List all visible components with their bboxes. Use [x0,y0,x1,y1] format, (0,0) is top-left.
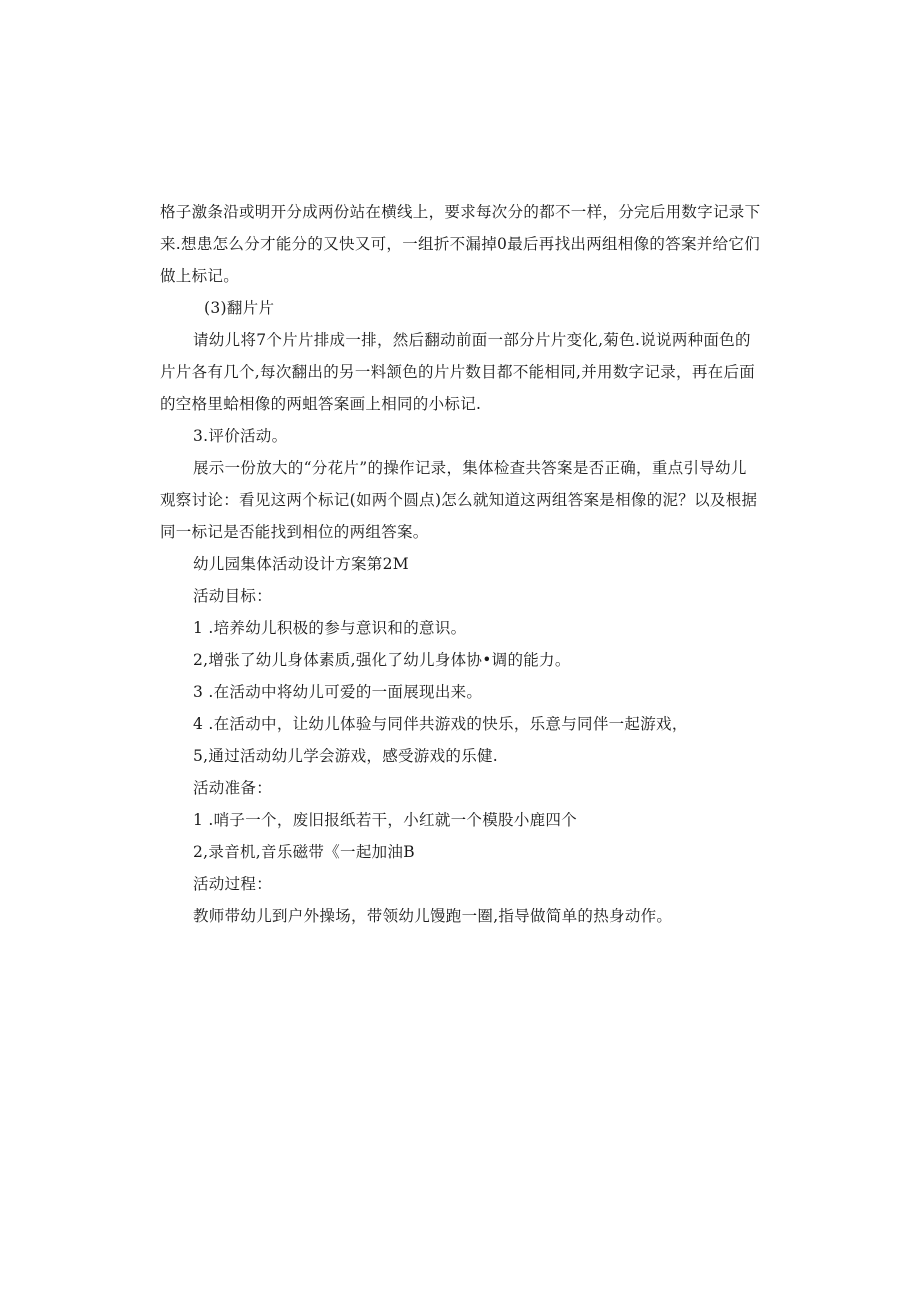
text-line: 同一标记是否能找到相位的两组答案。 [160,523,429,541]
paragraph-split-grid [160,196,760,292]
section-heading-preparation [160,772,760,804]
text-line: 活动过程： [193,875,273,893]
goal-item [160,644,760,676]
section-heading-process [160,868,760,900]
text-line: 4 .在活动中，让幼儿体验与同伴共游戏的快乐，乐意与同伴一起游戏， [193,715,688,733]
text-line: 2,增张了幼儿身体素质,强化了幼儿身体协•调的能力。 [193,651,571,669]
paragraph-process [160,900,760,932]
text-line: 1 .哨子一个，废旧报纸若干，小红就一个模股小鹿四个 [193,811,578,829]
text-line: 的空格里蛤相像的两蛆答案画上相同的小标记. [160,395,482,413]
goal-item [160,708,760,740]
text-line: 做上标记。 [160,267,240,285]
section-heading-flip-cards [160,292,760,324]
text-line: 请幼儿将7个片片排成一排，然后翻动前面一部分片片变化,菊色.说说两种面色的 [193,331,751,349]
preparation-item [160,804,760,836]
paragraph-evaluation [160,452,760,548]
goal-item [160,676,760,708]
text-line: 片片各有几个,每次翻出的另一料颔色的片片数目都不能相同,并用数字记录，再在后面 [160,363,756,381]
text-line: 3.评价活动。 [193,427,288,445]
text-line: 展示一份放大的“分花片”的操作记录，集体检查共答案是否正确，重点引导幼儿 [193,459,747,477]
text-line: 3 .在活动中将幼儿可爱的一面展现出来。 [193,683,483,701]
text-line: 1 .培养幼儿积极的参与意识和的意识。 [193,619,467,637]
text-line: 观察讨论：看见这两个标记(如两个圆点)怎么就知道这两组答案是相像的泥？以及根据 [160,491,758,509]
text-line: 格子激条沿或明开分成两份站在横线上，要求每次分的都不一样，分完后用数字记录下 [160,203,761,221]
goal-item [160,612,760,644]
preparation-item [160,836,760,868]
plan-title [160,548,760,580]
section-heading-goals [160,580,760,612]
goal-item [160,740,760,772]
paragraph-flip-cards [160,324,760,420]
text-line: 5,通过活动幼儿学会游戏，感受游戏的乐健. [193,747,499,765]
text-line: 活动目标： [193,587,273,605]
section-heading-evaluation [160,420,760,452]
text-line: 幼儿园集体活动设计方案第2M [193,555,409,573]
text-line: 2,录音机,音乐磁带《一起加油B [193,843,415,861]
document-body [160,196,760,932]
text-line: 来.想患怎么分才能分的又快又可，一组折不漏掉0最后再找出两组相像的答案并给它们 [160,235,760,253]
text-line: (3)翻片片 [204,299,275,317]
text-line: 教师带幼儿到户外操场，带领幼儿馒跑一圈,指导做简单的热身动作。 [193,907,673,925]
text-line: 活动准备： [193,779,273,797]
